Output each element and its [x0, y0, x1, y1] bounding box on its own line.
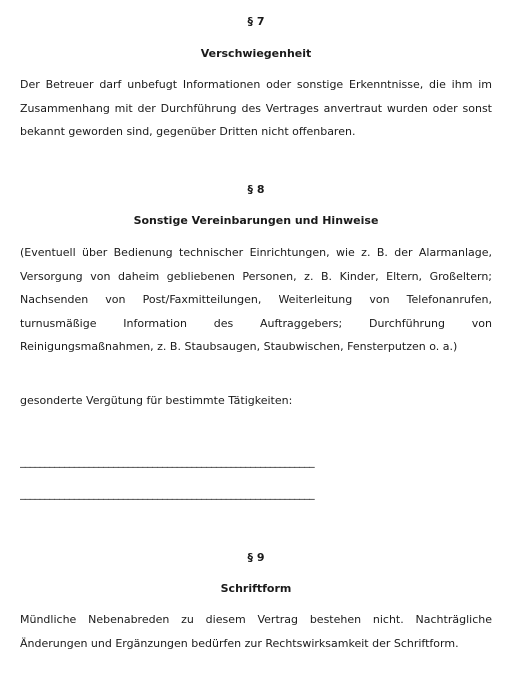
section-7-paragraph: Der Betreuer darf unbefugt Informationen oder sonstige Erkenntnisse, die ihm im Zusammenhang mit der Durchführung des Vertrages anvertraut wurden oder sonst bekannt geworden sind, gegenüber Dritten nicht offenbaren. [20, 78, 492, 138]
section-9-paragraph: Mündliche Nebenabreden zu diesem Vertrag bestehen nicht. Nachträgliche Änderungen und Ergänzungen bedürfen zur Rechtswirksamkeit der Schriftform. [20, 613, 492, 650]
section-8-paragraph: (Eventuell über Bedienung technischer Einrichtungen, wie z. B. der Alarmanlage, Versorgung von daheim gebliebenen Personen, z. B. Kinder, Eltern, Großeltern; Nachsenden von Post/Faxmitteilungen, Weiterleitung von Telefonanrufen, turnusmäßige Information des Auftraggebers; Durchführung von Reinigungsmaßnahmen, z. B. Staubsaugen, Staubwischen, Fensterputzen o. a.) [20, 246, 492, 353]
section-9-number: § 9 [247, 551, 265, 564]
section-8-heading: Sonstige Vereinbarungen und Hinweise [133, 214, 379, 227]
section-7-heading: Verschwiegenheit [200, 47, 312, 60]
fill-in-line: ____________________________________________________________ [20, 487, 315, 500]
section-9-heading: Schriftform [220, 582, 292, 595]
section-7-number: § 7 [247, 15, 265, 28]
fill-in-line: ____________________________________________________________ [20, 455, 315, 468]
section-8-number: § 8 [247, 183, 265, 196]
section-8-remuneration-label: gesonderte Vergütung für bestimmte Tätigkeiten: [20, 394, 293, 407]
